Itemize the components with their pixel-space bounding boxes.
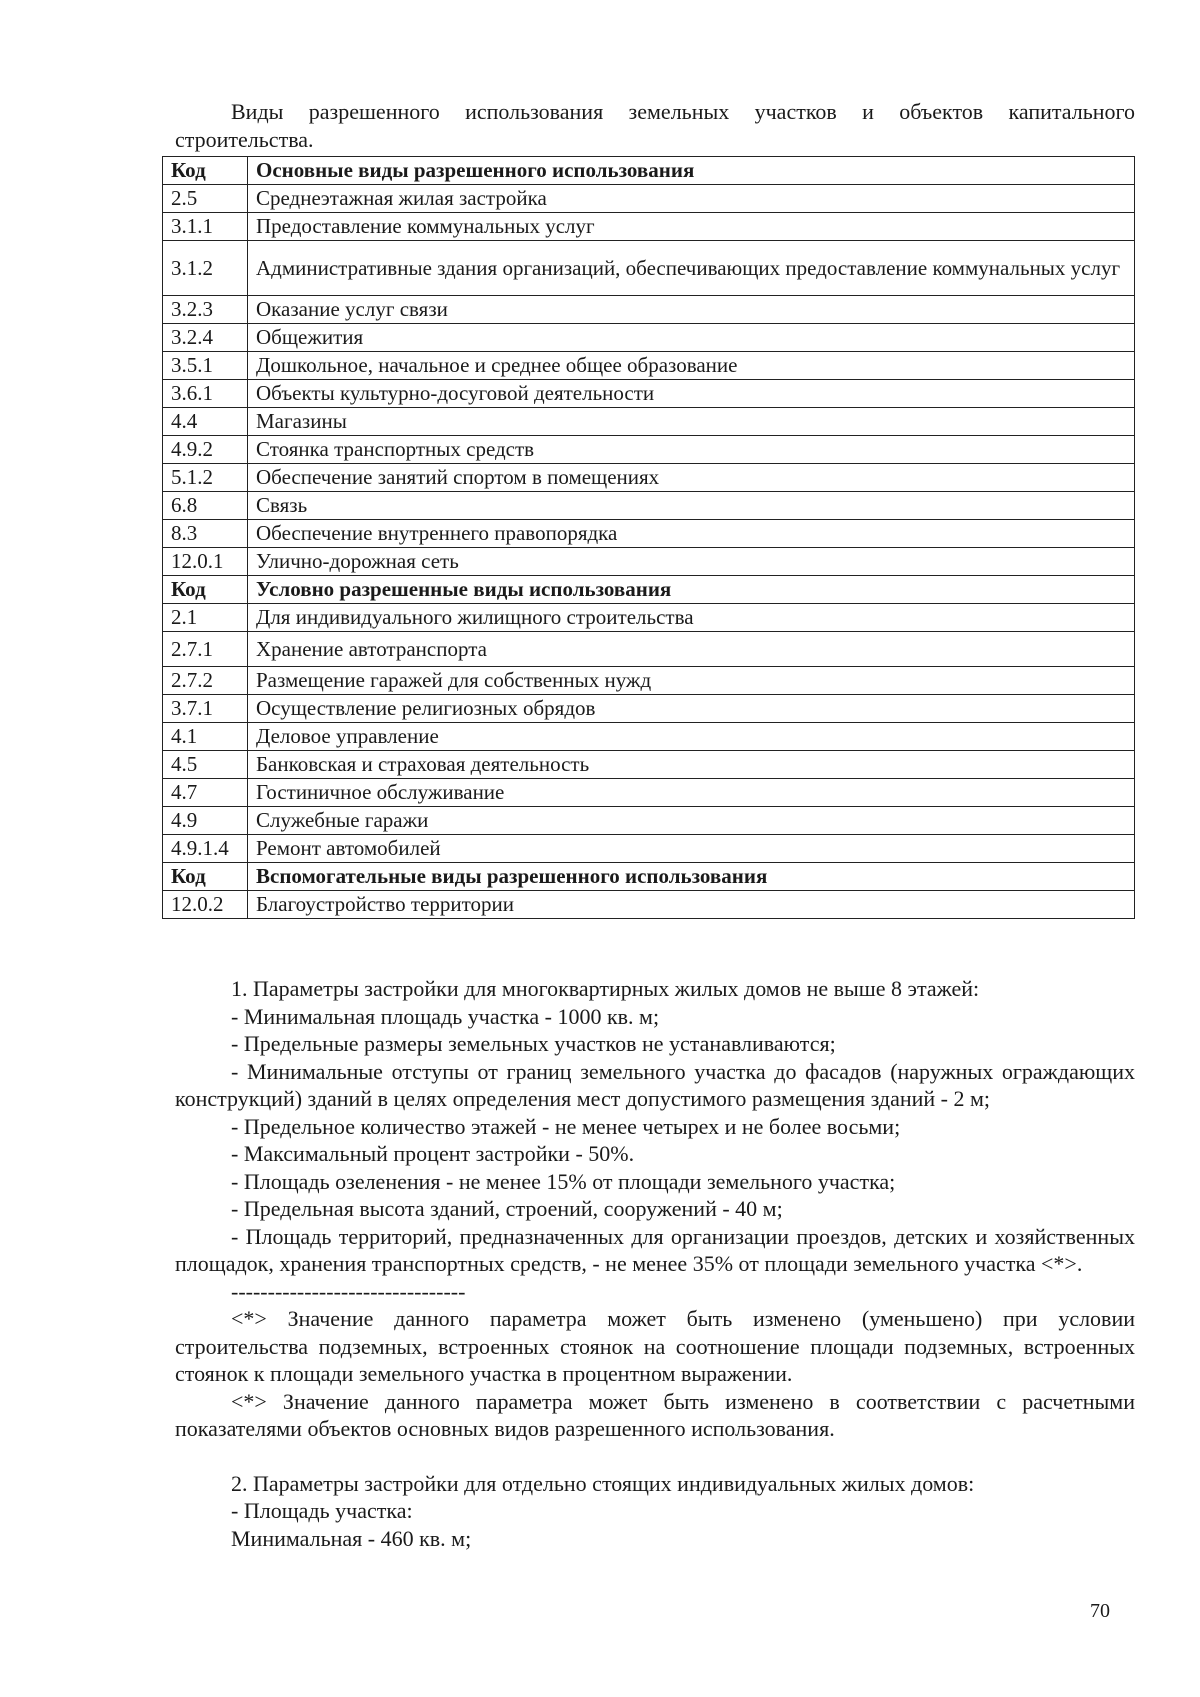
row-name: Ремонт автомобилей	[248, 835, 1135, 863]
land-use-table	[162, 156, 1135, 919]
row-code: 4.7	[163, 779, 248, 807]
row-code: 2.7.2	[163, 667, 248, 695]
row-code: 4.5	[163, 751, 248, 779]
row-name: Для индивидуального жилищного строительства	[248, 604, 1135, 632]
params2-item: - Площадь участка:	[231, 1498, 413, 1523]
row-name: Улично-дорожная сеть	[248, 548, 1135, 576]
footnote-separator: --------------------------------	[231, 1278, 466, 1304]
row-code: 4.4	[163, 408, 248, 436]
table-row	[163, 891, 1135, 919]
params1-item: - Максимальный процент застройки - 50%.	[231, 1141, 635, 1166]
table-row	[163, 835, 1135, 863]
row-name: Служебные гаражи	[248, 807, 1135, 835]
params2-item: Минимальная - 460 кв. м;	[231, 1525, 472, 1551]
table-row	[163, 408, 1135, 436]
table-row	[163, 185, 1135, 213]
table-row	[163, 723, 1135, 751]
row-name: Банковская и страховая деятельность	[248, 751, 1135, 779]
row-name: Стоянка транспортных средств	[248, 436, 1135, 464]
table-row	[163, 324, 1135, 352]
row-code: 2.7.1	[163, 632, 248, 667]
row-name: Объекты культурно-досуговой деятельности	[248, 380, 1135, 408]
row-name: Обеспечение занятий спортом в помещениях	[248, 464, 1135, 492]
row-name: Связь	[248, 492, 1135, 520]
row-name: Благоустройство территории	[248, 891, 1135, 919]
section-header-row	[163, 863, 1135, 891]
row-code: 3.1.1	[163, 213, 248, 241]
row-name: Размещение гаражей для собственных нужд	[248, 667, 1135, 695]
row-name: Деловое управление	[248, 723, 1135, 751]
row-name: Магазины	[248, 408, 1135, 436]
table-row	[163, 548, 1135, 576]
params1-item: - Минимальные отступы от границ земельного участка до фасадов (наружных ограждающих конструкций) зданий в целях определения мест допустимого размещения зданий - 2 м;	[175, 1058, 1135, 1111]
table-row	[163, 492, 1135, 520]
row-name: Предоставление коммунальных услуг	[248, 213, 1135, 241]
table-row	[163, 436, 1135, 464]
params2-heading: 2. Параметры застройки для отдельно стоящих индивидуальных жилых домов:	[231, 1470, 975, 1496]
table-row	[163, 632, 1135, 667]
table-row	[163, 380, 1135, 408]
section-header-row	[163, 576, 1135, 604]
row-code: 4.9	[163, 807, 248, 835]
table-row	[163, 695, 1135, 723]
table-row	[163, 779, 1135, 807]
row-code: 2.1	[163, 604, 248, 632]
table-row	[163, 464, 1135, 492]
row-name: Осуществление религиозных обрядов	[248, 695, 1135, 723]
params1-item: - Площадь озеленения - не менее 15% от площади земельного участка;	[231, 1168, 896, 1194]
row-code: 4.9.2	[163, 436, 248, 464]
row-name: Оказание услуг связи	[248, 296, 1135, 324]
table-row	[163, 352, 1135, 380]
code-header: Код	[163, 576, 248, 604]
params1-item: - Минимальная площадь участка - 1000 кв. м;	[231, 1003, 660, 1029]
intro-paragraph: Виды разрешенного использования земельных участков и объектов капитального строительства.	[175, 99, 1135, 152]
row-code: 3.6.1	[163, 380, 248, 408]
table-row	[163, 807, 1135, 835]
params1-item: - Площадь территорий, предназначенных для организации проездов, детских и хозяйственных площадок, хранения транспортных средств, - не менее 35% от площади земельного участка <*>.	[175, 1223, 1135, 1276]
params1-item: - Предельная высота зданий, строений, сооружений - 40 м;	[231, 1196, 783, 1221]
code-header: Код	[163, 157, 248, 185]
row-code: 4.9.1.4	[163, 835, 248, 863]
row-code: 2.5	[163, 185, 248, 213]
section-title: Условно разрешенные виды использования	[248, 576, 1135, 604]
row-code: 6.8	[163, 492, 248, 520]
paragraph-gap	[175, 1443, 1135, 1470]
row-name: Обеспечение внутреннего правопорядка	[248, 520, 1135, 548]
footnote: <*> Значение данного параметра может быть изменено в соответствии с расчетными показателями объектов основных видов разрешенного использования.	[175, 1388, 1135, 1441]
row-code: 12.0.2	[163, 891, 248, 919]
table-row	[163, 520, 1135, 548]
section-title: Вспомогательные виды разрешенного использования	[248, 863, 1135, 891]
parameters-text	[175, 975, 1135, 1552]
row-code: 3.5.1	[163, 352, 248, 380]
row-code: 3.1.2	[163, 241, 248, 296]
table-row	[163, 213, 1135, 241]
row-code: 3.2.3	[163, 296, 248, 324]
row-code: 4.1	[163, 723, 248, 751]
page-number: 70	[1090, 1600, 1110, 1622]
section-header-row	[163, 157, 1135, 185]
row-name: Хранение автотранспорта	[248, 632, 1135, 667]
row-code: 12.0.1	[163, 548, 248, 576]
row-code: 5.1.2	[163, 464, 248, 492]
params1-heading: 1. Параметры застройки для многоквартирных жилых домов не выше 8 этажей:	[231, 976, 980, 1001]
row-name: Административные здания организаций, обеспечивающих предоставление коммунальных услуг	[248, 241, 1135, 296]
row-code: 3.7.1	[163, 695, 248, 723]
code-header: Код	[163, 863, 248, 891]
table-row	[163, 296, 1135, 324]
table-row	[163, 604, 1135, 632]
footnote: <*> Значение данного параметра может быть изменено (уменьшено) при условии строительства подземных, встроенных стоянок на соотношение площади подземных, встроенных стоянок к площади земельного участка в процентном выражении.	[175, 1306, 1135, 1386]
table-row	[163, 751, 1135, 779]
row-name: Гостиничное обслуживание	[248, 779, 1135, 807]
table-row	[163, 667, 1135, 695]
table-row	[163, 241, 1135, 296]
row-name: Общежития	[248, 324, 1135, 352]
params1-item: - Предельное количество этажей - не менее четырех и не более восьми;	[231, 1113, 901, 1139]
row-name: Дошкольное, начальное и среднее общее образование	[248, 352, 1135, 380]
row-name: Среднеэтажная жилая застройка	[248, 185, 1135, 213]
params1-item: - Предельные размеры земельных участков не устанавливаются;	[231, 1031, 836, 1056]
row-code: 8.3	[163, 520, 248, 548]
row-code: 3.2.4	[163, 324, 248, 352]
section-title: Основные виды разрешенного использования	[248, 157, 1135, 185]
